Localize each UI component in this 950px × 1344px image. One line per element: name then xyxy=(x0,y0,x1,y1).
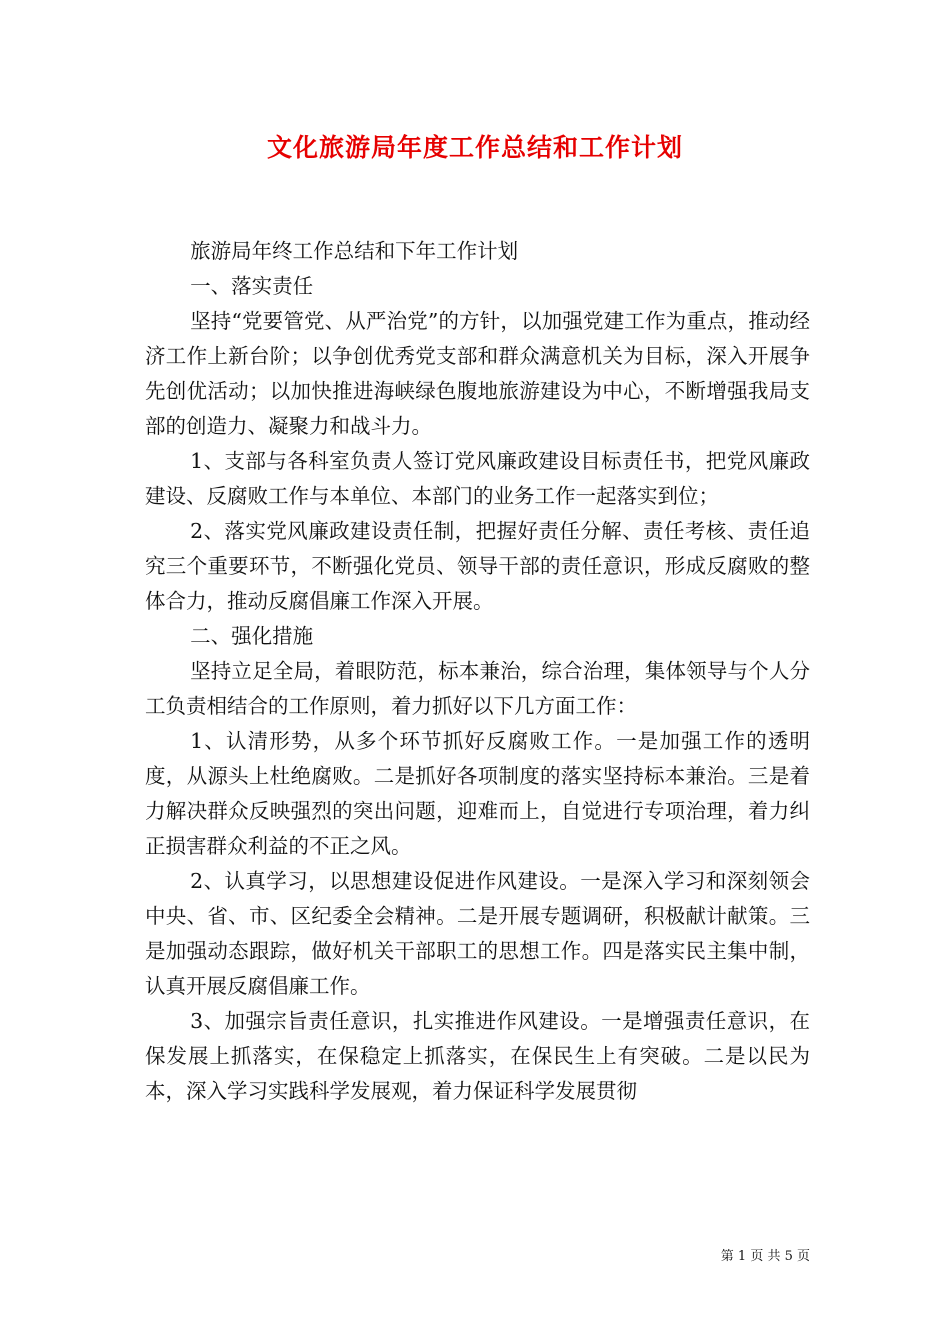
document-title: 文化旅游局年度工作总结和工作计划 xyxy=(266,133,683,162)
paragraph: 坚持立足全局，着眼防范，标本兼治，综合治理，集体领导与个人分工负责相结合的工作原则，着力抓好以下几方面工作： xyxy=(145,659,810,718)
paragraph: 坚持“党要管党、从严治党”的方针，以加强党建工作为重点，推动经济工作上新台阶；以争创优秀党支部和群众满意机关为目标，深入开展争先创优活动；以加快推进海峡绿色腹地旅游建设为中心，不断增强我局支部的创造力、凝聚力和战斗力。 xyxy=(145,309,810,438)
paragraph-section-heading-1: 一、落实责任 xyxy=(190,274,314,298)
page-number-footer: 第 1 页 共 5 页 xyxy=(720,1249,810,1264)
paragraph: 2、认真学习，以思想建设促进作风建设。一是深入学习和深刻领会中央、省、市、区纪委全会精神。二是开展专题调研，积极献计献策。三是加强动态跟踪，做好机关干部职工的思想工作。四是落实民主集中制，认真开展反腐倡廉工作。 xyxy=(145,869,810,998)
paragraph-subtitle: 旅游局年终工作总结和下年工作计划 xyxy=(190,239,519,263)
paragraph-section-heading-2: 二、强化措施 xyxy=(190,624,314,648)
document-body xyxy=(145,234,810,1109)
paragraph: 2、落实党风廉政建设责任制，把握好责任分解、责任考核、责任追究三个重要环节，不断强化党员、领导干部的责任意识，形成反腐败的整体合力，推动反腐倡廉工作深入开展。 xyxy=(145,519,810,613)
paragraph: 1、认清形势，从多个环节抓好反腐败工作。一是加强工作的透明度，从源头上杜绝腐败。二是抓好各项制度的落实坚持标本兼治。三是着力解决群众反映强烈的突出问题，迎难而上，自觉进行专项治理，着力纠正损害群众利益的不正之风。 xyxy=(145,729,810,858)
paragraph: 3、加强宗旨责任意识，扎实推进作风建设。一是增强责任意识，在保发展上抓落实，在保稳定上抓落实，在保民生上有突破。二是以民为本，深入学习实践科学发展观，着力保证科学发展贯彻 xyxy=(145,1009,810,1103)
paragraph: 1、支部与各科室负责人签订党风廉政建设目标责任书，把党风廉政建设、反腐败工作与本单位、本部门的业务工作一起落实到位； xyxy=(145,449,810,508)
